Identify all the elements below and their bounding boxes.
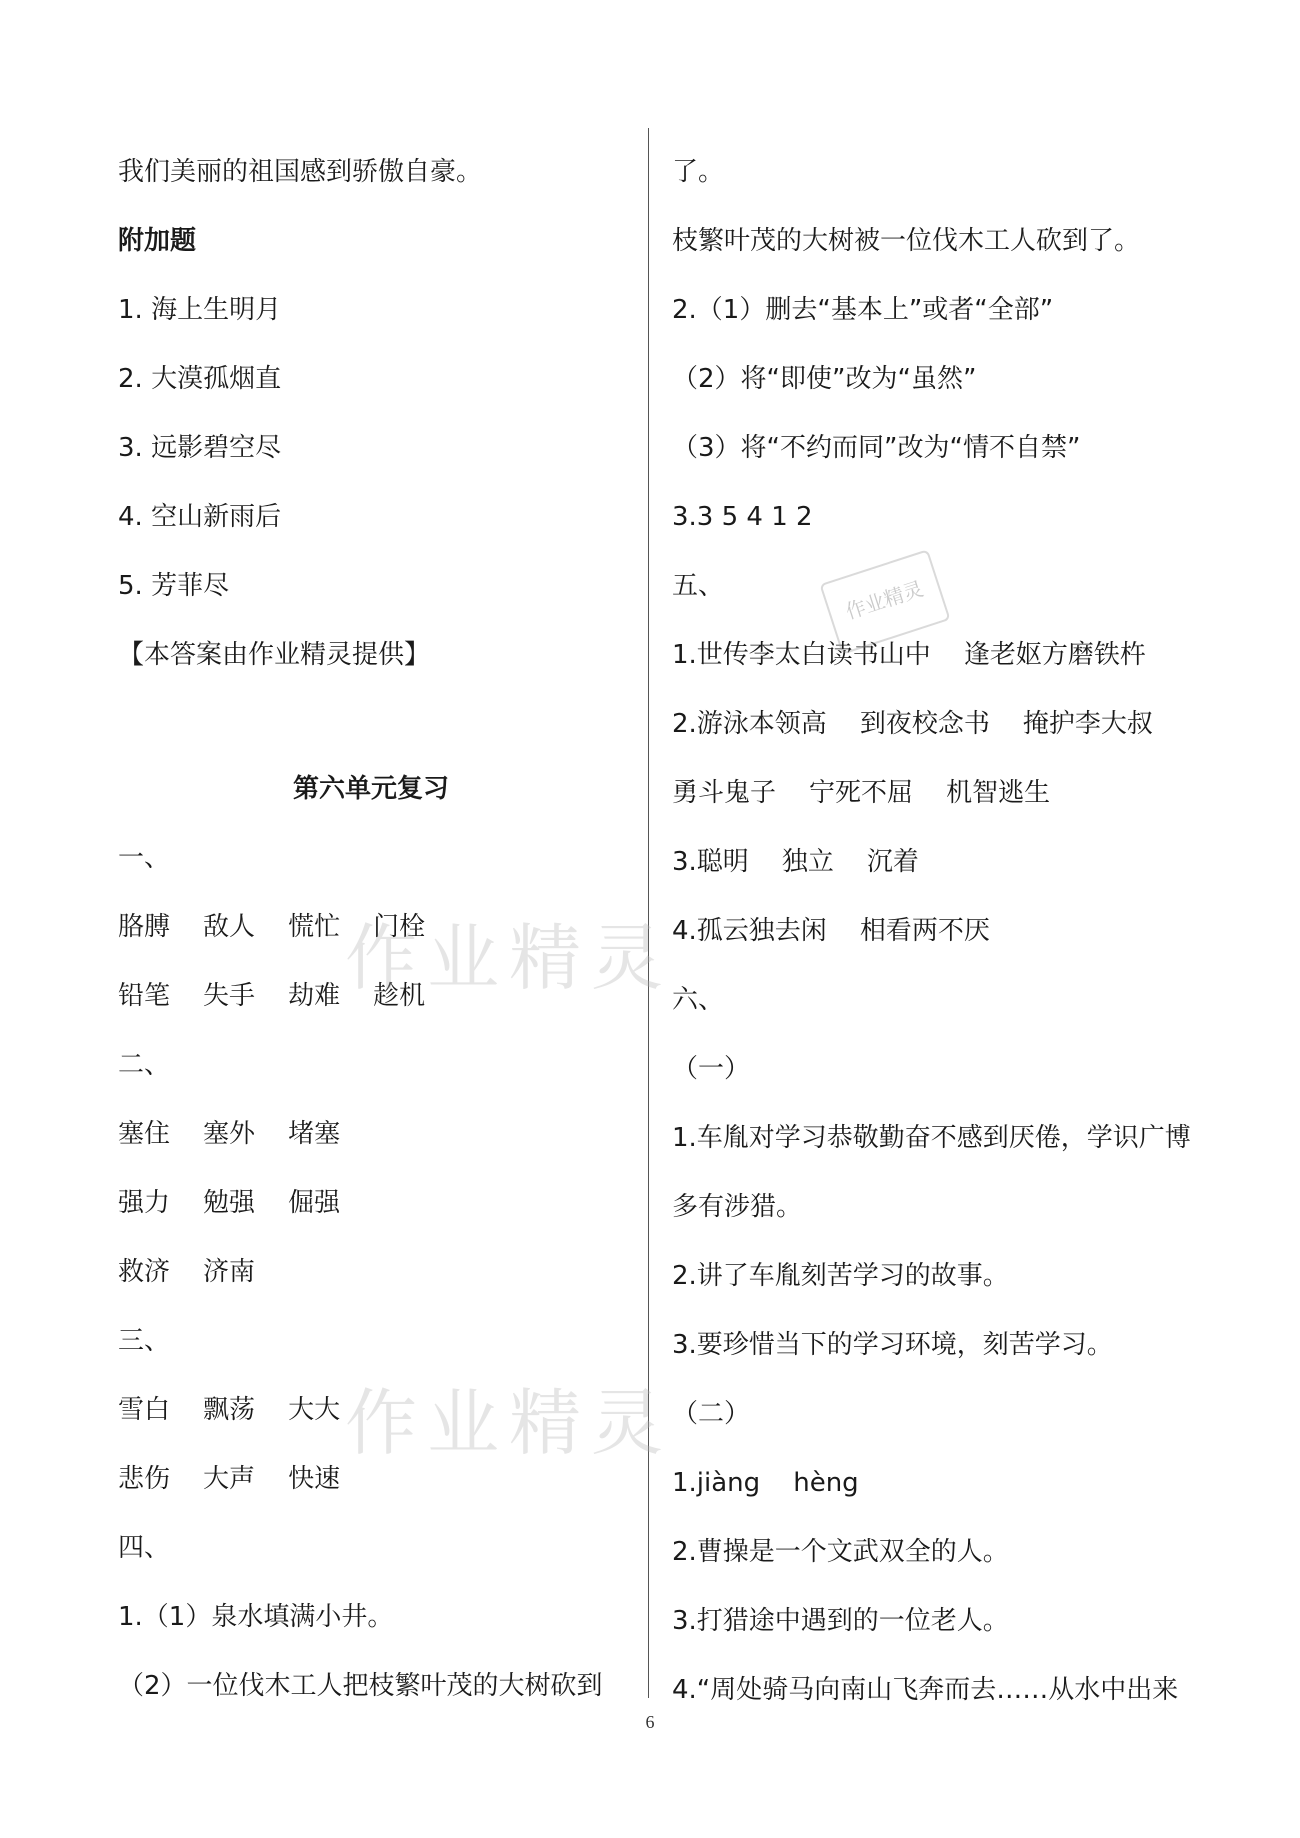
text-line: 3. 远影碧空尽 — [118, 433, 282, 463]
text-line: 多有涉猎。 — [672, 1192, 803, 1222]
text-line: 2.讲了车胤刻苦学习的故事。 — [672, 1261, 1009, 1291]
watermark: 作业精灵 — [345, 916, 674, 1000]
text-line: 2. 大漠孤烟直 — [118, 364, 282, 394]
text-line: 勇斗鬼子 宁死不屈 机智逃生 — [672, 778, 1051, 808]
text-line: 1.世传李太白读书山中 逢老妪方磨铁杵 — [672, 640, 1146, 670]
text-line: 3.3 5 4 1 2 — [672, 502, 813, 532]
text-line: 救济 济南 — [118, 1257, 256, 1287]
text-line: 1. 海上生明月 — [118, 295, 282, 325]
section-marker: 五、 — [672, 571, 725, 601]
text-line: （3）将“不约而同”改为“情不自禁” — [672, 433, 1081, 463]
text-line: 雪白 飘荡 大大 — [118, 1395, 341, 1425]
text-line: 了。 — [672, 157, 725, 187]
text-line: 4.“周处骑马向南山飞奔而去……从水中出来 — [672, 1675, 1179, 1705]
section-marker: 四、 — [118, 1533, 171, 1563]
section-marker: 一、 — [118, 843, 171, 873]
text-line: 3.要珍惜当下的学习环境，刻苦学习。 — [672, 1330, 1113, 1360]
section-marker: 六、 — [672, 985, 725, 1015]
text-line: 3.聪明 独立 沉着 — [672, 847, 919, 877]
text-line: 3.打猎途中遇到的一位老人。 — [672, 1606, 1009, 1636]
text-line: 4.孤云独去闲 相看两不厌 — [672, 916, 990, 946]
text-line: 2.曹操是一个文武双全的人。 — [672, 1537, 1009, 1567]
watermark-stamp: 作业精灵 — [819, 549, 950, 655]
text-line: 5. 芳菲尽 — [118, 571, 230, 601]
unit-title: 第六单元复习 — [293, 774, 450, 804]
text-line: 4. 空山新雨后 — [118, 502, 282, 532]
subsection-marker: （二） — [672, 1399, 751, 1429]
text-line: 1.车胤对学习恭敬勤奋不感到厌倦，学识广博 — [672, 1123, 1191, 1153]
text-line: （2）一位伐木工人把枝繁叶茂的大树砍到 — [118, 1671, 603, 1701]
text-line: 1.jiàng hèng — [672, 1468, 859, 1498]
text-line: 枝繁叶茂的大树被一位伐木工人砍到了。 — [672, 226, 1141, 256]
credit-line: 【本答案由作业精灵提供】 — [118, 640, 431, 670]
section-marker: 三、 — [118, 1326, 171, 1356]
text-line: 塞住 塞外 堵塞 — [118, 1119, 341, 1149]
text-line: 悲伤 大声 快速 — [118, 1464, 341, 1494]
text-line: 2.游泳本领高 到夜校念书 掩护李大叔 — [672, 709, 1153, 739]
section-marker: 二、 — [118, 1050, 171, 1080]
text-line: 我们美丽的祖国感到骄傲自豪。 — [118, 157, 483, 187]
section-heading: 附加题 — [118, 226, 197, 256]
text-line: 强力 勉强 倔强 — [118, 1188, 341, 1218]
text-line: （2）将“即使”改为“虽然” — [672, 364, 977, 394]
text-line: 铅笔 失手 劫难 趁机 — [118, 981, 426, 1011]
page-number: 6 — [645, 1712, 655, 1732]
text-line: 1.（1）泉水填满小井。 — [118, 1602, 394, 1632]
text-line: 胳膊 敌人 慌忙 门栓 — [118, 912, 426, 942]
subsection-marker: （一） — [672, 1054, 751, 1084]
text-line: 2.（1）删去“基本上”或者“全部” — [672, 295, 1054, 325]
watermark: 作业精灵 — [345, 1381, 674, 1465]
